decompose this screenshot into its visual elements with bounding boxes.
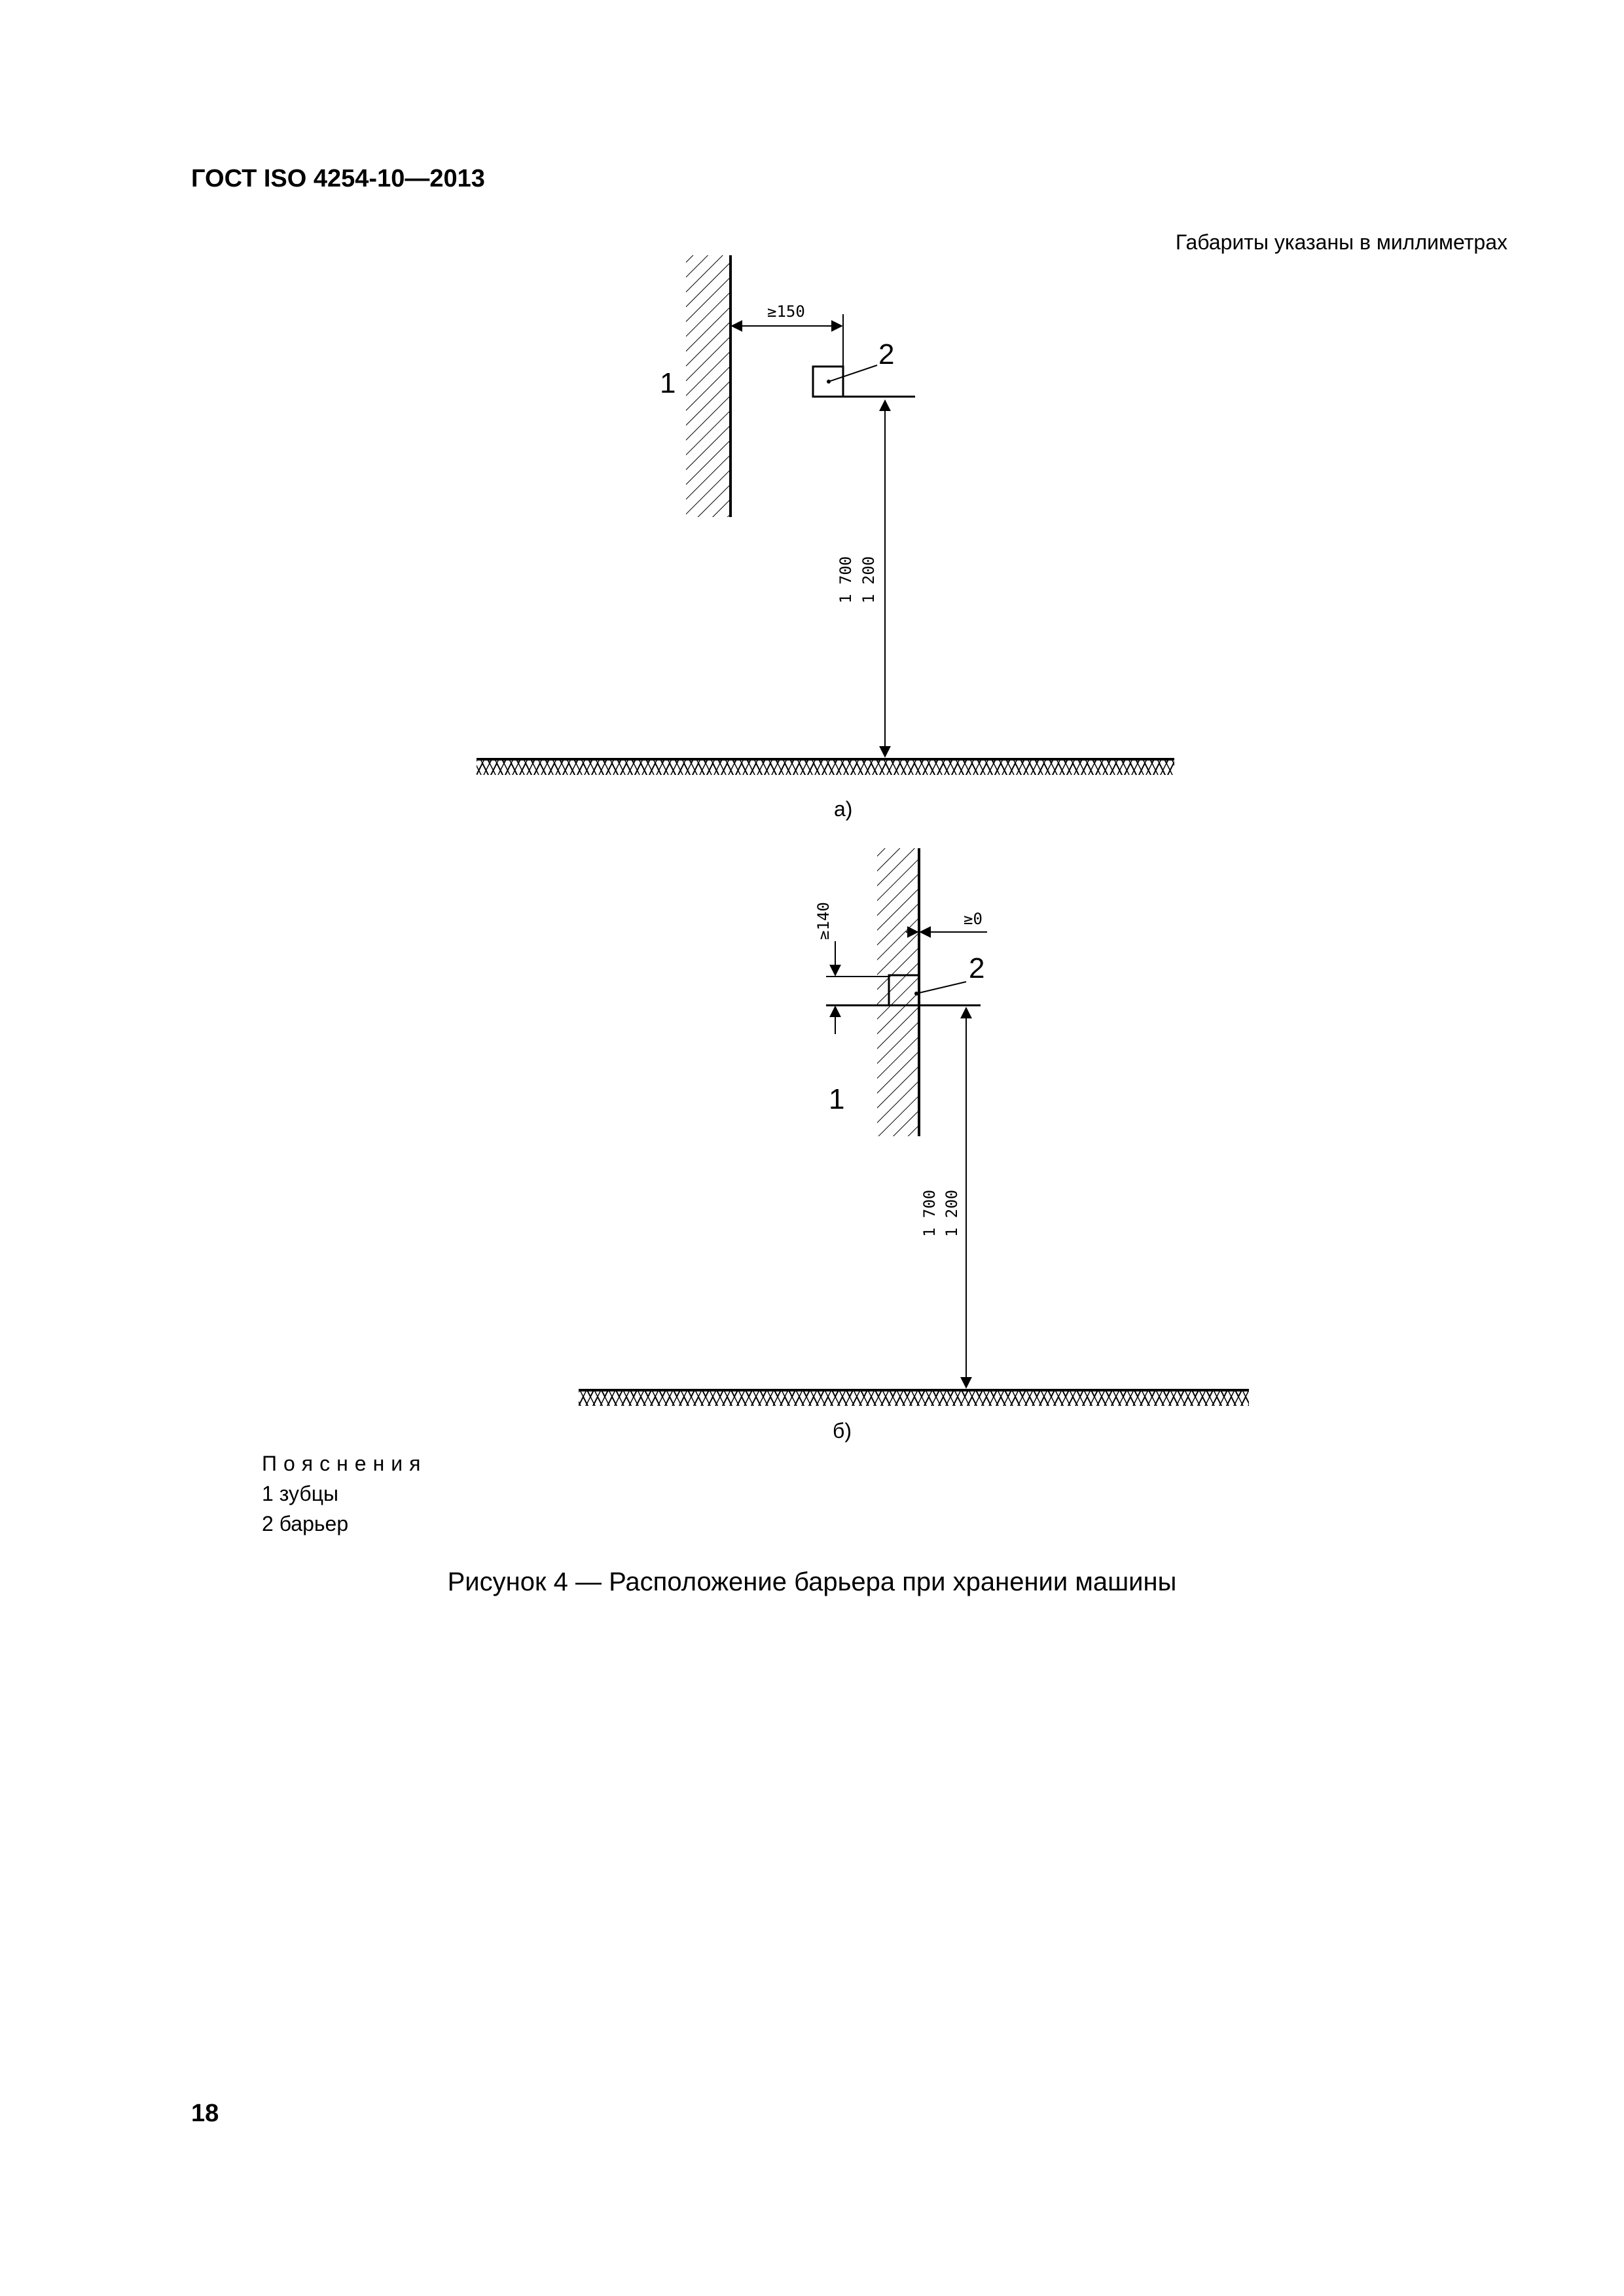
dim-horizontal-a: ≥150	[767, 302, 805, 321]
barrier-label-b: 2	[969, 952, 985, 984]
legend-item: 2 барьер	[262, 1512, 349, 1535]
wall-a	[686, 255, 729, 517]
dim-vertical-a-2: 1 200	[859, 556, 878, 603]
dim-vertical-b-2: 1 200	[943, 1189, 961, 1237]
page-number: 18	[191, 2100, 219, 2127]
document-header: ГОСТ ISO 4254-10—2013	[191, 165, 485, 192]
dim-gap-b: ≥0	[964, 910, 983, 928]
dim-vertical-b-1: 1 700	[920, 1189, 939, 1237]
wall-b	[877, 848, 919, 1136]
legend-item: 1 зубцы	[262, 1482, 339, 1505]
legend	[262, 1448, 427, 1539]
diagram-b	[579, 848, 1249, 1406]
figure-caption: Рисунок 4 — Расположение барьера при хранении машины	[447, 1568, 1177, 1596]
figure-b-label: б)	[833, 1419, 852, 1443]
barrier-label-a: 2	[878, 338, 895, 370]
dim-height-b: ≥140	[814, 902, 833, 940]
wall-label-a: 1	[660, 367, 676, 399]
legend-title: Пояснения	[262, 1452, 427, 1475]
wall-label-b: 1	[829, 1083, 845, 1115]
figure-a-label: а)	[834, 797, 853, 821]
units-note: Габариты указаны в миллиметрах	[1175, 230, 1507, 254]
diagram-a	[477, 255, 1174, 775]
dim-vertical-a-1: 1 700	[837, 556, 855, 603]
